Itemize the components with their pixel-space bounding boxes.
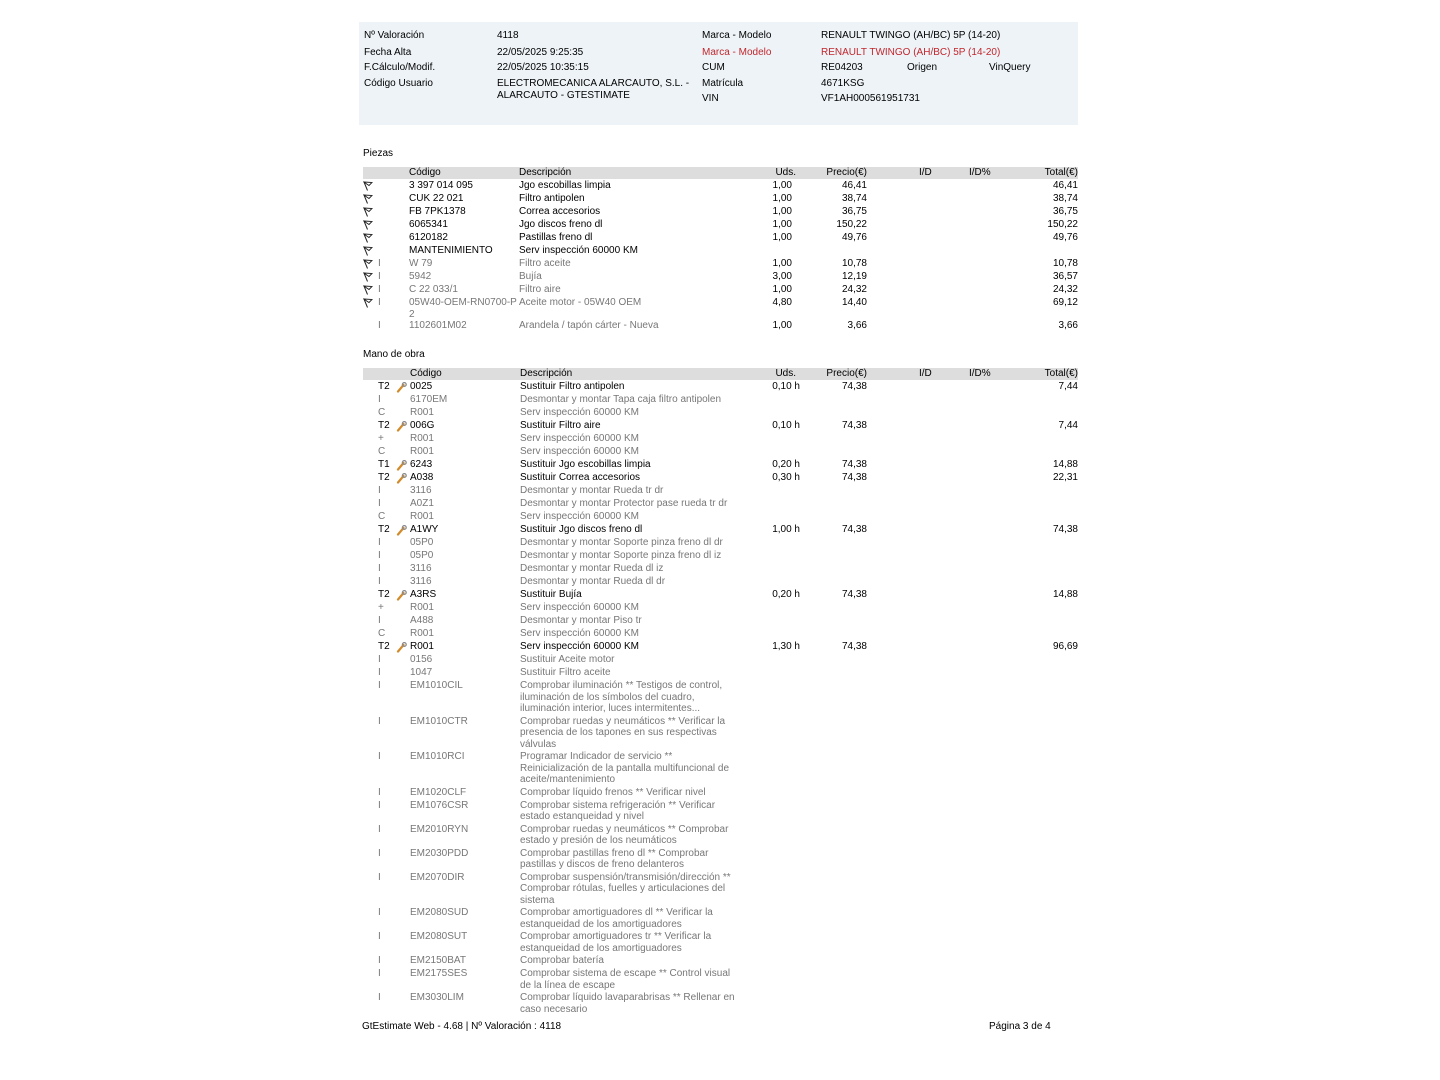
row-precio: 74,38: [841, 524, 867, 535]
row-codigo: R001: [410, 433, 434, 444]
piezas-table-header: [363, 167, 1078, 179]
row-descripcion: Serv inspección 60000 KM: [520, 446, 639, 457]
col-total: Total(€): [1044, 167, 1078, 178]
row-total: 150,22: [1047, 219, 1078, 230]
flag-icon: [363, 246, 373, 256]
row-precio: 74,38: [841, 472, 867, 483]
row-descripcion: Sustituir Jgo escobillas limpia: [520, 459, 651, 470]
row-mark: I: [378, 271, 381, 282]
table-row: [363, 258, 1078, 271]
table-row: [363, 180, 1078, 193]
table-row: [363, 472, 1078, 485]
row-total: 14,88: [1052, 589, 1078, 600]
row-mark: I: [378, 799, 381, 811]
row-codigo: 05W40-OEM-RN0700-P2: [409, 297, 517, 320]
row-descripcion: Comprobar líquido lavaparabrisas ** Rellenar en caso necesario: [520, 992, 735, 1015]
table-row: [363, 641, 1078, 654]
row-mark: C: [378, 511, 386, 522]
table-row: [363, 537, 1078, 550]
flag-icon: [363, 194, 373, 204]
wrench-icon: [396, 642, 407, 653]
table-row: [363, 498, 1078, 511]
row-codigo: 3 397 014 095: [409, 180, 473, 191]
row-descripcion: Desmontar y montar Soporte pinza freno dl dr: [520, 537, 723, 548]
row-descripcion: Comprobar sistema refrigeración ** Verificar estado estanqueidad y nivel: [520, 799, 716, 822]
row-codigo: C 22 033/1: [409, 284, 458, 295]
table-row: [363, 320, 1078, 333]
table-row: [363, 576, 1078, 589]
matricula-value: 4671KSG: [821, 78, 865, 89]
row-mark: I: [378, 907, 381, 918]
row-mark: T2: [378, 641, 390, 652]
row-descripcion: Sustituir Aceite motor: [520, 654, 615, 665]
row-total: 49,76: [1052, 232, 1078, 243]
row-precio: 14,40: [841, 297, 867, 308]
row-mark: T2: [378, 420, 390, 431]
row-mark: T2: [378, 381, 390, 392]
table-row: [363, 485, 1078, 498]
table-row: [363, 654, 1078, 667]
wrench-icon: [396, 473, 407, 484]
row-precio: 74,38: [841, 381, 867, 392]
row-descripcion: Sustituir Filtro antipolen: [520, 381, 625, 392]
row-mark: I: [378, 563, 381, 574]
row-codigo: EM1010CTR: [410, 715, 468, 727]
table-row: [363, 420, 1078, 433]
table-row: [363, 824, 1078, 848]
table-row: [363, 628, 1078, 641]
row-total: 46,41: [1052, 180, 1078, 191]
row-uds: 0,10 h: [772, 381, 800, 392]
row-descripcion: Comprobar suspensión/transmisión/dirección ** Comprobar rótulas, fuelles y articulaciones del sistema: [520, 871, 731, 906]
row-precio: 74,38: [841, 420, 867, 431]
table-row: [363, 907, 1078, 931]
valoracion-value: 4118: [497, 30, 519, 41]
flag-icon: [363, 207, 373, 217]
row-codigo: EM2080SUD: [410, 907, 469, 918]
mano-table-header: [363, 368, 1078, 380]
row-precio: 74,38: [841, 641, 867, 652]
vin-value: VF1AH000561951731: [821, 93, 920, 104]
table-row: [363, 955, 1078, 968]
vin-label: VIN: [702, 93, 719, 104]
col-codigo: Código: [409, 167, 441, 178]
row-mark: C: [378, 628, 386, 639]
row-mark: I: [378, 931, 381, 942]
row-descripcion: Sustituir Filtro aire: [520, 420, 601, 431]
mano-title: Mano de obra: [363, 349, 425, 360]
col-uds: Uds.: [775, 167, 796, 178]
wrench-icon: [396, 590, 407, 601]
row-codigo: 6120182: [409, 232, 448, 243]
row-codigo: 1102601M02: [409, 320, 467, 331]
row-codigo: 3116: [410, 485, 432, 496]
row-mark: I: [378, 847, 381, 859]
row-mark: I: [378, 394, 381, 405]
row-codigo: R001: [410, 628, 434, 639]
cum-value: RE04203: [821, 62, 863, 73]
row-total: 22,31: [1052, 472, 1078, 483]
table-row: [363, 800, 1078, 824]
row-mark: I: [378, 550, 381, 561]
row-codigo: EM1010RCI: [410, 751, 465, 762]
row-codigo: A488: [410, 615, 434, 626]
row-descripcion: Desmontar y montar Tapa caja filtro antipolen: [520, 394, 722, 405]
valoracion-label: Nº Valoración: [364, 30, 425, 41]
col-id: I/D: [919, 368, 932, 379]
col-idp: I/D%: [969, 167, 991, 178]
row-descripcion: Sustituir Bujía: [520, 589, 582, 600]
flag-icon: [363, 272, 373, 282]
row-codigo: A1WY: [410, 524, 439, 535]
row-precio: 24,32: [841, 284, 867, 295]
row-precio: 74,38: [841, 459, 867, 470]
col-precio: Precio(€): [826, 368, 867, 379]
row-mark: I: [378, 258, 381, 269]
usuario-label: Código Usuario: [364, 78, 433, 89]
cum-label: CUM: [702, 62, 725, 73]
table-row: [363, 219, 1078, 232]
row-uds: 1,00: [772, 180, 792, 191]
row-mark: C: [378, 407, 386, 418]
row-mark: I: [378, 320, 381, 331]
row-mark: I: [378, 715, 381, 727]
row-codigo: EM1076CSR: [410, 799, 469, 811]
row-mark: I: [378, 297, 381, 308]
row-uds: 0,20 h: [772, 459, 800, 470]
row-precio: 10,78: [841, 258, 867, 269]
row-codigo: EM2175SES: [410, 968, 468, 979]
table-row: [363, 667, 1078, 680]
row-total: 36,75: [1052, 206, 1078, 217]
row-codigo: A3RS: [410, 589, 437, 600]
row-mark: I: [378, 615, 381, 626]
row-mark: T2: [378, 589, 390, 600]
row-descripcion: Programar Indicador de servicio ** Reinicialización de la pantalla multifuncional de aceite/mantenimiento: [520, 751, 730, 785]
row-precio: 46,41: [841, 180, 867, 191]
row-mark: I: [378, 680, 381, 691]
matricula-label: Matrícula: [702, 78, 744, 89]
col-descripcion: Descripción: [520, 368, 573, 379]
row-descripcion: Comprobar amortiguadores tr ** Verificar la estanqueidad de los amortiguadores: [520, 931, 712, 954]
row-codigo: 3116: [410, 576, 432, 587]
row-descripcion: Jgo escobillas limpia: [519, 180, 611, 191]
table-row: [363, 872, 1078, 908]
row-uds: 1,00: [772, 219, 792, 230]
row-descripcion: Bujía: [519, 271, 542, 282]
origen-value: VinQuery: [989, 62, 1031, 73]
row-descripcion: Sustituir Filtro aceite: [520, 667, 611, 678]
row-descripcion: Serv inspección 60000 KM: [520, 511, 639, 522]
table-row: [363, 433, 1078, 446]
row-codigo: EM2070DIR: [410, 871, 465, 883]
row-mark: T2: [378, 472, 390, 483]
row-descripcion: Serv inspección 60000 KM: [520, 602, 639, 613]
row-codigo: A0Z1: [410, 498, 434, 509]
row-descripcion: Desmontar y montar Rueda tr dr: [520, 485, 664, 496]
row-precio: 3,66: [847, 320, 867, 331]
fcalculo-value: 22/05/2025 10:35:15: [497, 62, 589, 73]
row-codigo: EM2010RYN: [410, 823, 469, 835]
row-uds: 3,00: [772, 271, 792, 282]
row-total: 7,44: [1058, 420, 1078, 431]
row-descripcion: Serv inspección 60000 KM: [520, 407, 639, 418]
row-descripcion: Comprobar ruedas y neumáticos ** Verificar la presencia de los tapones en sus respectivas válvulas: [520, 715, 726, 750]
row-descripcion: Serv inspección 60000 KM: [519, 245, 638, 256]
fecha-alta-value: 22/05/2025 9:25:35: [497, 47, 584, 58]
row-precio: 49,76: [841, 232, 867, 243]
wrench-icon: [396, 421, 407, 432]
row-descripcion: Correa accesorios: [519, 206, 601, 217]
row-codigo: EM2030PDD: [410, 847, 469, 859]
row-descripcion: Comprobar ruedas y neumáticos ** Comprobar estado y presión de los neumáticos: [520, 823, 729, 846]
row-mark: I: [378, 751, 381, 762]
row-mark: I: [378, 667, 381, 678]
flag-icon: [363, 259, 373, 269]
row-codigo: 5942: [409, 271, 432, 282]
row-mark: T2: [378, 524, 390, 535]
row-codigo: W 79: [409, 258, 433, 269]
table-row: [363, 284, 1078, 297]
flag-icon: [363, 181, 373, 191]
table-row: [363, 381, 1078, 394]
row-descripcion: Desmontar y montar Protector pase rueda tr dr: [520, 498, 728, 509]
row-mark: I: [378, 537, 381, 548]
table-row: [363, 563, 1078, 576]
table-row: [363, 968, 1078, 992]
table-row: [363, 992, 1078, 1016]
row-uds: 0,10 h: [772, 420, 800, 431]
table-row: [363, 680, 1078, 716]
row-precio: 150,22: [836, 219, 867, 230]
row-codigo: R001: [410, 511, 434, 522]
row-total: 14,88: [1052, 459, 1078, 470]
row-total: 24,32: [1052, 284, 1078, 295]
row-descripcion: Comprobar pastillas freno dl ** Comprobar pastillas y discos de freno delanteros: [520, 847, 709, 870]
row-codigo: R001: [410, 446, 434, 457]
table-row: [363, 751, 1078, 787]
row-mark: C: [378, 446, 386, 457]
table-row: [363, 407, 1078, 420]
table-row: [363, 271, 1078, 284]
table-row: [363, 589, 1078, 602]
row-precio: 38,74: [841, 193, 867, 204]
row-precio: 74,38: [841, 589, 867, 600]
row-uds: 1,00: [772, 206, 792, 217]
flag-icon: [363, 298, 373, 308]
fecha-alta-label: Fecha Alta: [364, 47, 412, 58]
row-descripcion: Desmontar y montar Rueda dl iz: [520, 563, 664, 574]
row-uds: 1,00: [772, 320, 792, 331]
col-uds: Uds.: [775, 368, 796, 379]
col-id: I/D: [919, 167, 932, 178]
row-mark: I: [378, 786, 381, 798]
row-mark: +: [378, 602, 384, 613]
row-total: 96,69: [1052, 641, 1078, 652]
table-row: [363, 550, 1078, 563]
row-total: 38,74: [1052, 193, 1078, 204]
origen-label: Origen: [907, 62, 938, 73]
row-descripcion: Serv inspección 60000 KM: [520, 628, 639, 639]
table-row: [363, 615, 1078, 628]
row-codigo: 0025: [410, 381, 433, 392]
table-row: [363, 459, 1078, 472]
row-codigo: R001: [410, 407, 434, 418]
wrench-icon: [396, 460, 407, 471]
row-uds: 4,80: [772, 297, 792, 308]
wrench-icon: [396, 525, 407, 536]
row-codigo: 05P0: [410, 537, 434, 548]
row-descripcion: Serv inspección 60000 KM: [520, 433, 639, 444]
row-uds: 1,00: [772, 284, 792, 295]
row-mark: I: [378, 871, 381, 883]
row-descripcion: Arandela / tapón cárter - Nueva: [519, 320, 659, 331]
table-row: [363, 511, 1078, 524]
marca-value-highlight: RENAULT TWINGO (AH/BC) 5P (14-20): [821, 47, 1001, 58]
footer-page: Página 3 de 4: [989, 1021, 1051, 1032]
row-codigo: R001: [410, 641, 434, 652]
row-total: 74,38: [1052, 524, 1078, 535]
row-descripcion: Desmontar y montar Piso tr: [520, 615, 642, 626]
row-descripcion: Comprobar líquido frenos ** Verificar nivel: [520, 786, 706, 798]
marca-label: Marca - Modelo: [702, 30, 772, 41]
row-mark: I: [378, 823, 381, 835]
usuario-value: ELECTROMECANICA ALARCAUTO, S.L. - ALARCAUTO - GTESTIMATE: [497, 78, 690, 101]
col-precio: Precio(€): [826, 167, 867, 178]
row-codigo: EM1010CIL: [410, 680, 463, 691]
row-mark: I: [378, 968, 381, 979]
row-descripcion: Filtro antipolen: [519, 193, 585, 204]
row-uds: 1,00: [772, 258, 792, 269]
row-mark: T1: [378, 459, 390, 470]
flag-icon: [363, 285, 373, 295]
row-mark: I: [378, 284, 381, 295]
col-descripcion: Descripción: [519, 167, 572, 178]
footer-left: GtEstimate Web - 4.68 | Nº Valoración : 4118: [362, 1021, 562, 1032]
row-mark: I: [378, 992, 381, 1003]
row-descripcion: Sustituir Jgo discos freno dl: [520, 524, 643, 535]
row-codigo: A038: [410, 472, 434, 483]
row-descripcion: Serv inspección 60000 KM: [520, 641, 639, 652]
row-mark: I: [378, 485, 381, 496]
row-descripcion: Jgo discos freno dl: [519, 219, 603, 230]
row-total: 69,12: [1052, 297, 1078, 308]
row-precio: 12,19: [841, 271, 867, 282]
row-codigo: EM2080SUT: [410, 931, 468, 942]
row-descripcion: Comprobar iluminación ** Testigos de control, iluminación de los símbolos del cuadro, iluminación interior, luces intermitentes...: [520, 680, 723, 714]
row-precio: 36,75: [841, 206, 867, 217]
row-descripcion: Pastillas freno dl: [519, 232, 593, 243]
row-codigo: 0156: [410, 654, 433, 665]
row-codigo: FB 7PK1378: [409, 206, 466, 217]
row-codigo: 6170EM: [410, 394, 448, 405]
row-descripcion: Desmontar y montar Soporte pinza freno dl iz: [520, 550, 722, 561]
row-codigo: EM1020CLF: [410, 786, 467, 798]
row-total: 3,66: [1058, 320, 1078, 331]
row-uds: 1,00: [772, 232, 792, 243]
row-codigo: 05P0: [410, 550, 434, 561]
table-row: [363, 245, 1078, 258]
table-row: [363, 848, 1078, 872]
row-mark: I: [378, 498, 381, 509]
table-row: [363, 206, 1078, 219]
row-mark: +: [378, 433, 384, 444]
row-codigo: R001: [410, 602, 434, 613]
table-row: [363, 446, 1078, 459]
row-total: 10,78: [1052, 258, 1078, 269]
row-codigo: MANTENIMIENTO: [409, 245, 493, 256]
row-uds: 1,00 h: [772, 524, 800, 535]
row-descripcion: Comprobar batería: [520, 955, 604, 966]
row-codigo: 6243: [410, 459, 433, 470]
row-descripcion: Aceite motor - 05W40 OEM: [519, 297, 642, 308]
table-row: [363, 602, 1078, 615]
row-descripcion: Comprobar sistema de escape ** Control visual de la línea de escape: [520, 968, 731, 991]
row-codigo: EM2150BAT: [410, 955, 466, 966]
marca-label-highlight: Marca - Modelo: [702, 47, 772, 58]
col-codigo: Código: [410, 368, 442, 379]
fcalculo-label: F.Cálculo/Modif.: [364, 62, 436, 73]
row-uds: 1,30 h: [772, 641, 800, 652]
row-codigo: 6065341: [409, 219, 448, 230]
row-codigo: 3116: [410, 563, 432, 574]
col-idp: I/D%: [969, 368, 991, 379]
table-row: [363, 787, 1078, 800]
table-row: [363, 232, 1078, 245]
row-descripcion: Sustituir Correa accesorios: [520, 472, 641, 483]
row-mark: I: [378, 654, 381, 665]
piezas-title: Piezas: [363, 148, 394, 159]
row-codigo: 006G: [410, 420, 435, 431]
row-codigo: CUK 22 021: [409, 193, 464, 204]
row-descripcion: Filtro aceite: [519, 258, 571, 269]
table-row: [363, 716, 1078, 752]
table-row: [363, 193, 1078, 206]
row-total: 36,57: [1052, 271, 1078, 282]
flag-icon: [363, 220, 373, 230]
table-row: [363, 394, 1078, 407]
col-total: Total(€): [1044, 368, 1078, 379]
row-uds: 0,30 h: [772, 472, 800, 483]
table-row: [363, 524, 1078, 537]
table-row: [363, 931, 1078, 955]
flag-icon: [363, 233, 373, 243]
row-mark: I: [378, 576, 381, 587]
wrench-icon: [396, 382, 407, 393]
row-uds: 1,00: [772, 193, 792, 204]
row-descripcion: Comprobar amortiguadores dl ** Verificar la estanqueidad de los amortiguadores: [520, 907, 713, 930]
row-descripcion: Desmontar y montar Rueda dl dr: [520, 576, 666, 587]
row-mark: I: [378, 955, 381, 966]
row-codigo: EM3030LIM: [410, 992, 464, 1003]
marca-value: RENAULT TWINGO (AH/BC) 5P (14-20): [821, 30, 1001, 41]
row-uds: 0,20 h: [772, 589, 800, 600]
row-codigo: 1047: [410, 667, 433, 678]
row-descripcion: Filtro aire: [519, 284, 561, 295]
table-row: [363, 297, 1078, 320]
row-total: 7,44: [1058, 381, 1078, 392]
